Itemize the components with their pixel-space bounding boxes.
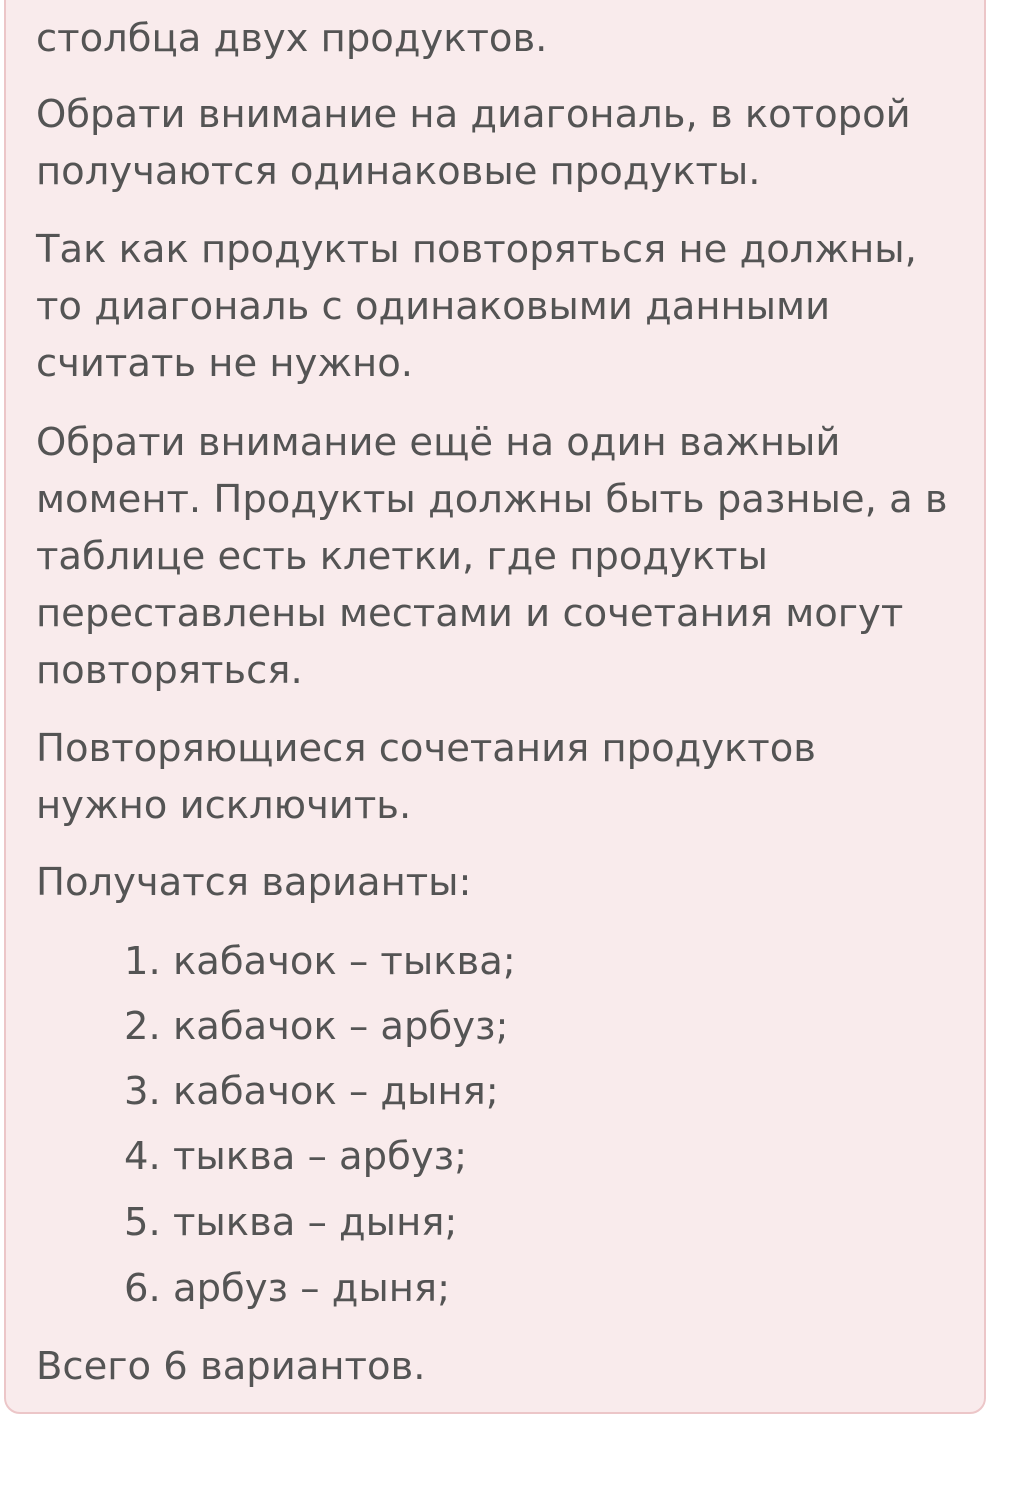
paragraph-2-line-1: Обрати внимание на диагональ, в которой bbox=[36, 92, 911, 137]
variant-item-1: 1. кабачок – тыква; bbox=[124, 939, 516, 984]
variant-item-6: 6. арбуз – дыня; bbox=[124, 1266, 451, 1311]
paragraph-3-line-1: Так как продукты повторяться не должны, bbox=[36, 227, 917, 272]
paragraph-3-line-3: считать не нужно. bbox=[36, 341, 414, 386]
paragraph-3-line-2: то диагональ с одинаковыми данными bbox=[36, 284, 831, 329]
paragraph-1-line-1: столбца двух продуктов. bbox=[36, 16, 548, 61]
paragraph-4-line-5: повторяться. bbox=[36, 648, 303, 693]
paragraph-5-line-2: нужно исключить. bbox=[36, 783, 412, 828]
variant-item-5: 5. тыква – дыня; bbox=[124, 1200, 458, 1245]
variant-item-4: 4. тыква – арбуз; bbox=[124, 1134, 468, 1179]
paragraph-4-line-4: переставлены местами и сочетания могут bbox=[36, 591, 904, 636]
paragraph-4-line-2: момент. Продукты должны быть разные, а в bbox=[36, 477, 948, 522]
paragraph-5-line-1: Повторяющиеся сочетания продуктов bbox=[36, 726, 816, 771]
total-summary: Всего 6 вариантов. bbox=[36, 1344, 426, 1389]
paragraph-4-line-3: таблице есть клетки, где продукты bbox=[36, 534, 768, 579]
variant-item-3: 3. кабачок – дыня; bbox=[124, 1069, 499, 1114]
variants-heading: Получатся варианты: bbox=[36, 860, 472, 905]
paragraph-4-line-1: Обрати внимание ещё на один важный bbox=[36, 420, 841, 465]
paragraph-2-line-2: получаются одинаковые продукты. bbox=[36, 149, 761, 194]
variant-item-2: 2. кабачок – арбуз; bbox=[124, 1004, 509, 1049]
